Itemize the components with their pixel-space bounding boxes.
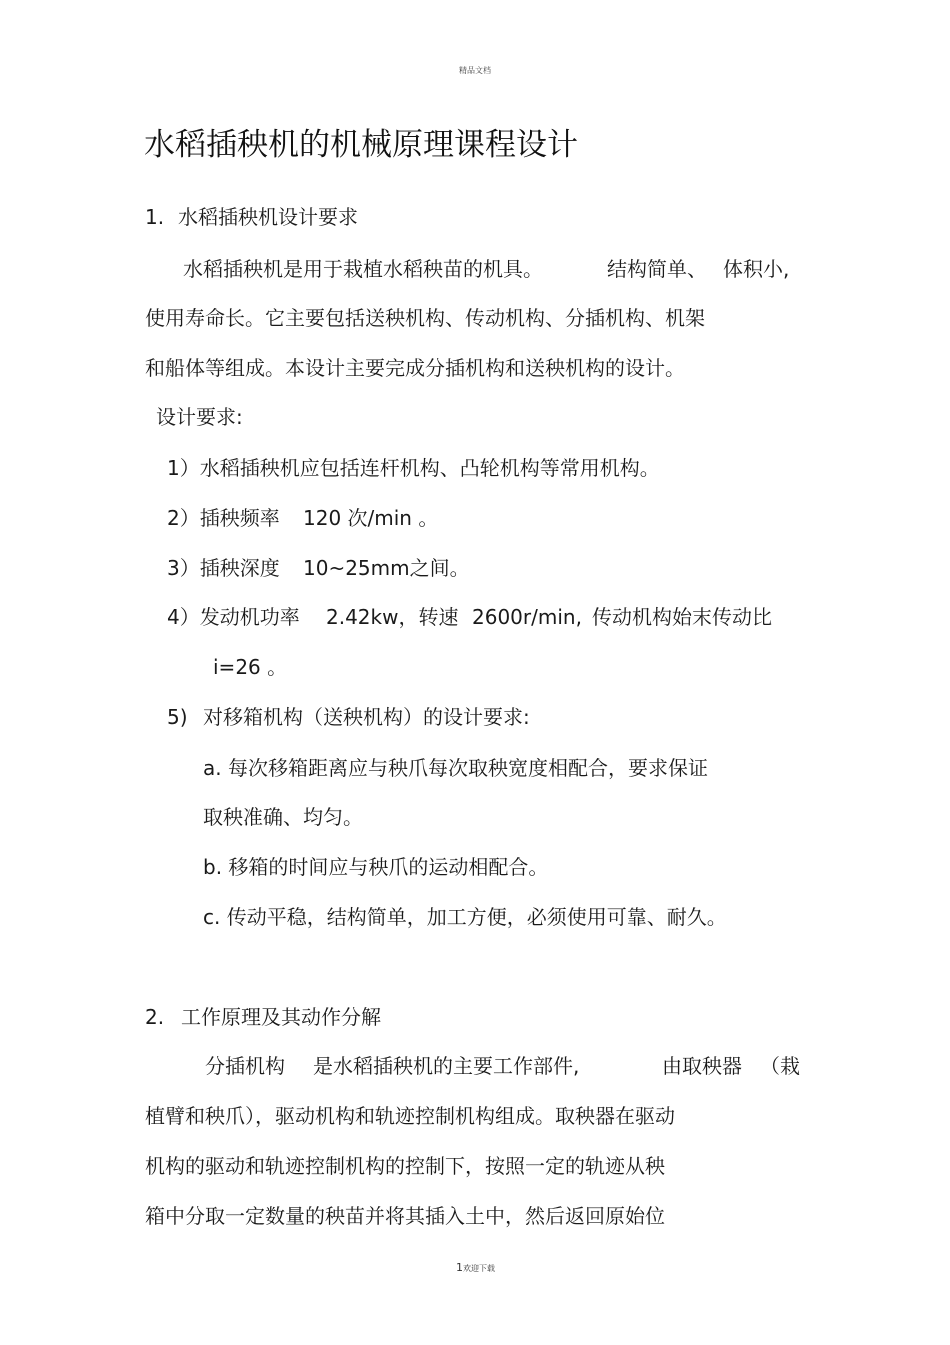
requirement-item-4-power: 2.42kw，转速 [326,605,459,629]
footer-text: 欢迎下载 [463,1264,495,1273]
intro-line1-part2: 结构简单、 [607,257,707,281]
section2-para-line2: 植臂和秧爪），驱动机构和轨迹控制机构组成。取秧器在驱动 [145,1104,675,1128]
requirement-item-4-ratio-label: 传动机构始末传动比 [592,605,772,629]
sub-requirement-c: c. 传动平稳，结构简单，加工方便，必须使用可靠、耐久。 [203,905,727,929]
requirement-item-4-label: 4）发动机功率 [167,605,300,629]
section1-heading-number: 1. [145,205,165,229]
requirement-item-2-label: 2）插秧频率 [167,506,280,530]
section2-para-line3: 机构的驱动和轨迹控制机构的控制下，按照一定的轨迹从秧 [145,1154,665,1178]
section1-heading: 水稻插秧机设计要求 [178,205,358,229]
requirement-item-4-speed: 2600r/min, [472,605,582,629]
section2-heading-number: 2. [145,1005,165,1029]
sub-requirement-b: b. 移箱的时间应与秧爪的运动相配合。 [203,855,549,879]
requirement-item-1: 1）水稻插秧机应包括连杆机构、凸轮机构等常用机构。 [167,456,660,480]
requirements-label: 设计要求: [156,405,243,429]
page-header: 精品文档 [459,66,491,75]
requirement-item-5-text: 对移箱机构（送秧机构）的设计要求: [203,705,530,729]
intro-line2: 使用寿命长。它主要包括送秧机构、传动机构、分插机构、机架 [145,306,705,330]
section2-para-line4: 箱中分取一定数量的秧苗并将其插入土中，然后返回原始位 [145,1204,665,1228]
document-title: 水稻插秧机的机械原理课程设计 [144,127,578,163]
section2-heading: 工作原理及其动作分解 [181,1005,381,1029]
requirement-item-3-value: 10~25mm之间。 [303,556,470,580]
section2-para-line1-part2: 是水稻插秧机的主要工作部件, [313,1054,580,1078]
section2-para-line1-part4: （栽 [760,1054,800,1078]
page-footer [456,1262,495,1273]
sub-requirement-a-line1: a. 每次移箱距离应与秧爪每次取秧宽度相配合，要求保证 [203,756,708,780]
requirement-item-3-label: 3）插秧深度 [167,556,280,580]
section2-para-line1-part3: 由取秧器 [662,1054,742,1078]
section2-para-line1-part1: 分插机构 [205,1054,285,1078]
requirement-item-5-number: 5) [167,705,188,729]
intro-line3: 和船体等组成。本设计主要完成分插机构和送秧机构的设计。 [145,356,685,380]
intro-line1-part3: 体积小, [723,257,790,281]
sub-requirement-a-line2: 取秧准确、均匀。 [203,805,363,829]
intro-line1-part1: 水稻插秧机是用于栽植水稻秧苗的机具。 [183,257,543,281]
requirement-item-4-ratio-value: i=26 。 [213,655,288,679]
page-number: 1 [456,1261,463,1274]
requirement-item-2-value: 120 次/min 。 [303,506,439,530]
